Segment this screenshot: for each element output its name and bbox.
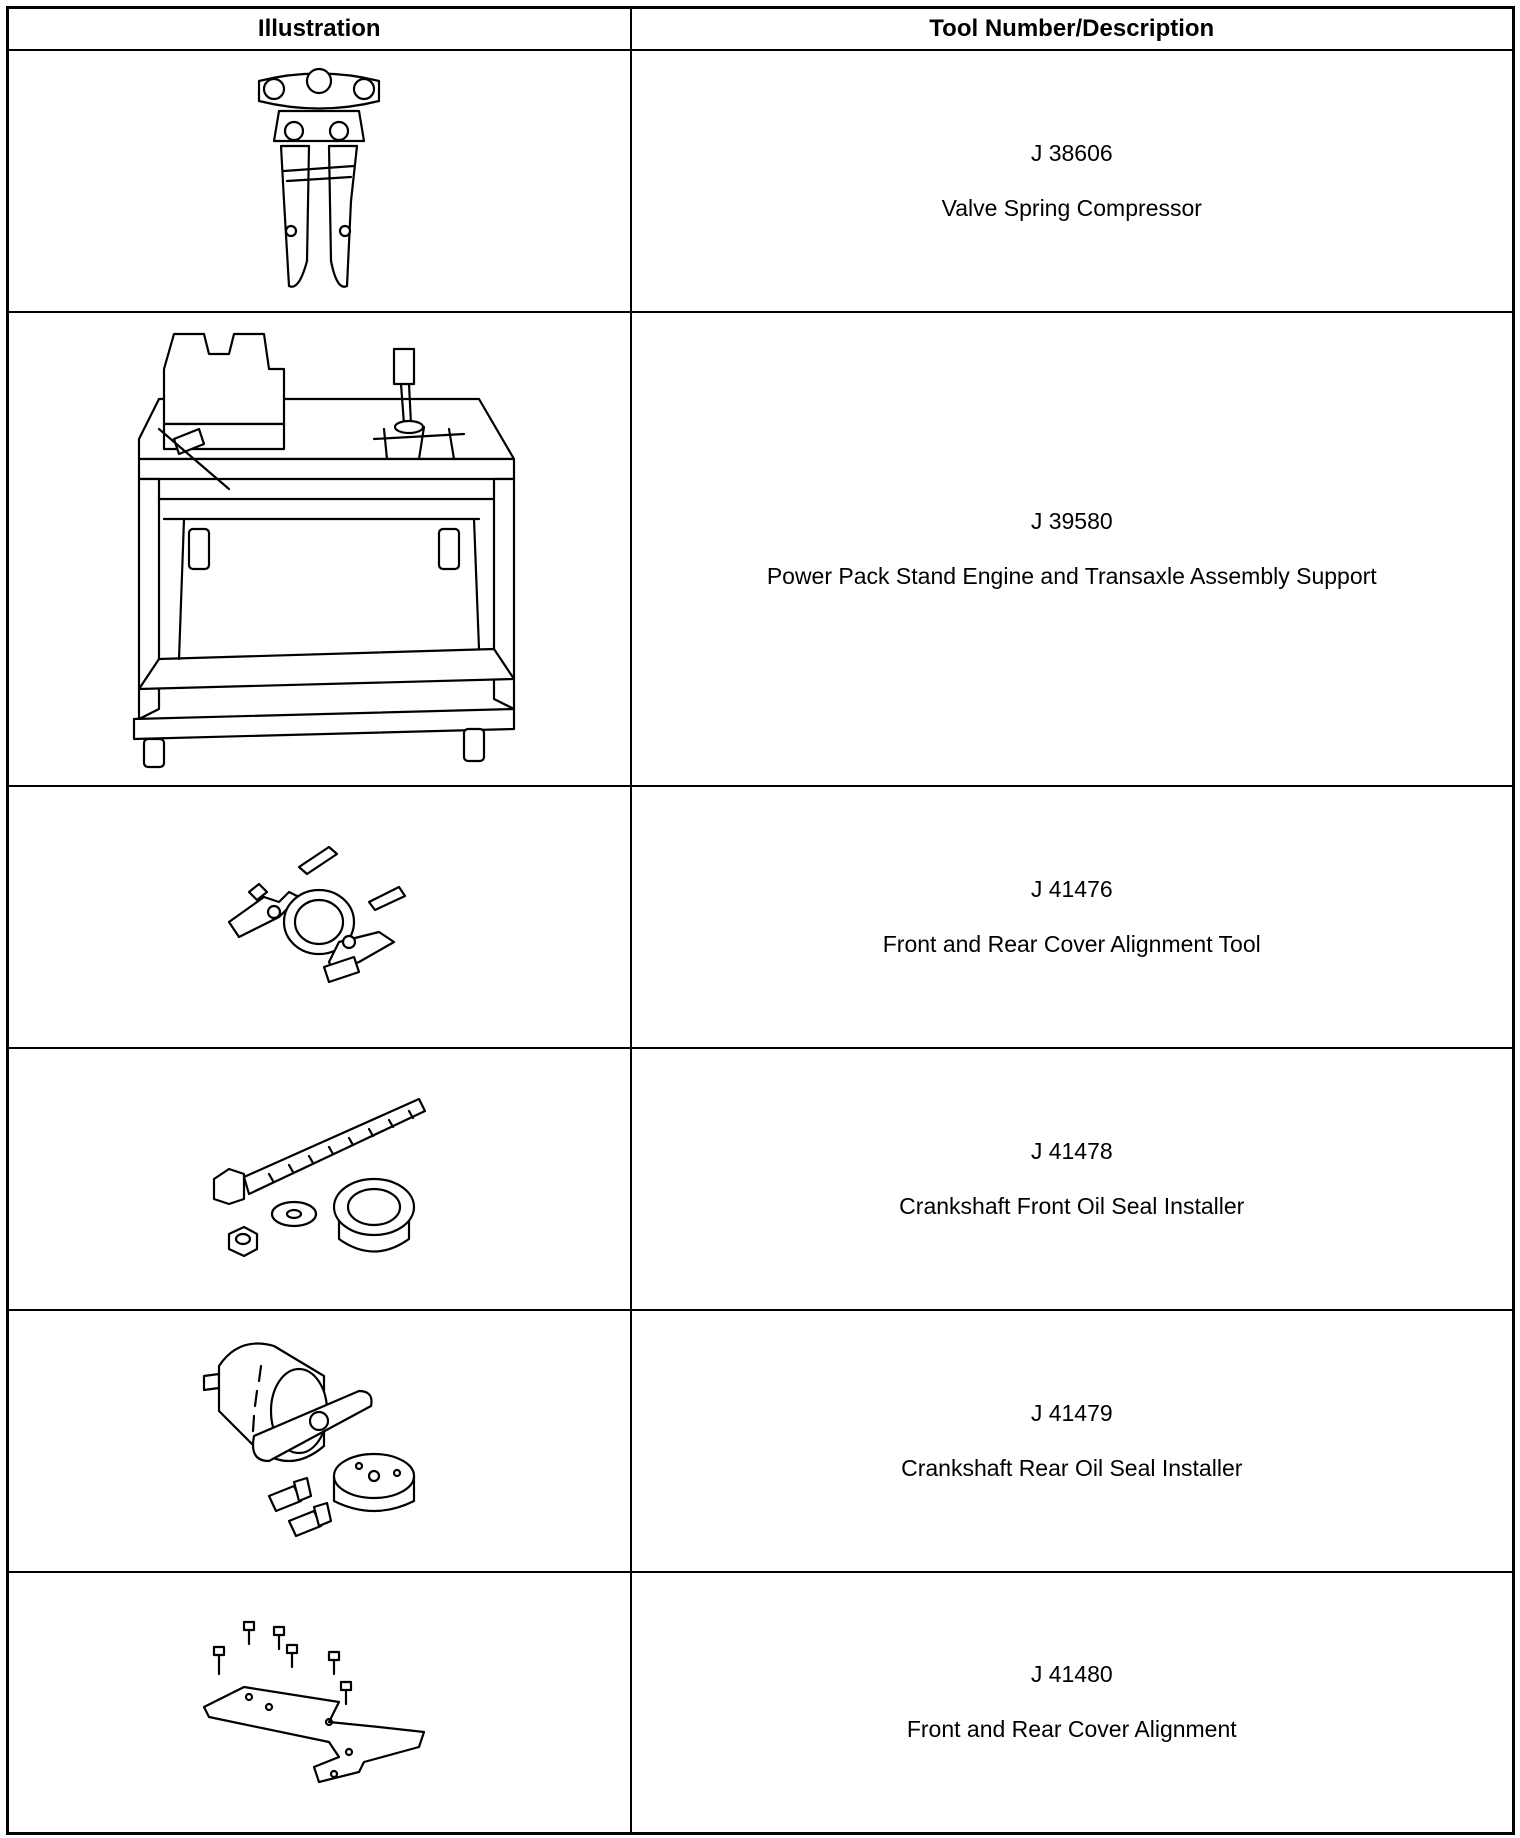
tool-description: Front and Rear Cover Alignment xyxy=(906,1716,1237,1743)
tool-number: J 41479 xyxy=(1030,1399,1113,1426)
tool-description-cell xyxy=(631,50,1514,312)
tool-description-cell xyxy=(631,1572,1514,1834)
rear-oil-seal-installer-icon xyxy=(199,1336,439,1546)
tool-description: Crankshaft Front Oil Seal Installer xyxy=(899,1192,1245,1219)
tool-number: J 41476 xyxy=(1030,875,1113,902)
tool-number: J 39580 xyxy=(1030,507,1113,534)
tool-description: Valve Spring Compressor xyxy=(941,194,1202,221)
illustration-cell xyxy=(8,1310,631,1572)
tool-table xyxy=(6,6,1515,1835)
table-row xyxy=(8,1310,1514,1572)
tool-number: J 38606 xyxy=(1030,139,1113,166)
table-header-row xyxy=(8,8,1514,50)
tool-description-cell xyxy=(631,1048,1514,1310)
illustration-cell xyxy=(8,1048,631,1310)
illustration-cell xyxy=(8,50,631,312)
table-row xyxy=(8,786,1514,1048)
power-pack-stand-icon xyxy=(119,329,519,769)
table-row xyxy=(8,312,1514,786)
header-illustration: Illustration xyxy=(8,8,631,50)
illustration-cell xyxy=(8,1572,631,1834)
table-row xyxy=(8,1572,1514,1834)
table-row xyxy=(8,50,1514,312)
tool-description: Power Pack Stand Engine and Transaxle Assembly Support xyxy=(766,562,1377,589)
tool-description: Crankshaft Rear Oil Seal Installer xyxy=(901,1454,1243,1481)
cover-alignment-tool-icon xyxy=(219,842,419,992)
tool-description-cell xyxy=(631,1310,1514,1572)
valve-spring-compressor-icon xyxy=(239,61,399,301)
table-row xyxy=(8,1048,1514,1310)
illustration-cell xyxy=(8,786,631,1048)
tool-number: J 41480 xyxy=(1030,1661,1113,1688)
tool-description-cell xyxy=(631,786,1514,1048)
illustration-cell xyxy=(8,312,631,786)
cover-alignment-plate-icon xyxy=(199,1612,439,1792)
tool-number: J 41478 xyxy=(1030,1137,1113,1164)
header-tool-number-description: Tool Number/Description xyxy=(631,8,1514,50)
tool-description: Front and Rear Cover Alignment Tool xyxy=(882,930,1261,957)
tool-description-cell xyxy=(631,312,1514,786)
front-oil-seal-installer-icon xyxy=(199,1089,439,1269)
